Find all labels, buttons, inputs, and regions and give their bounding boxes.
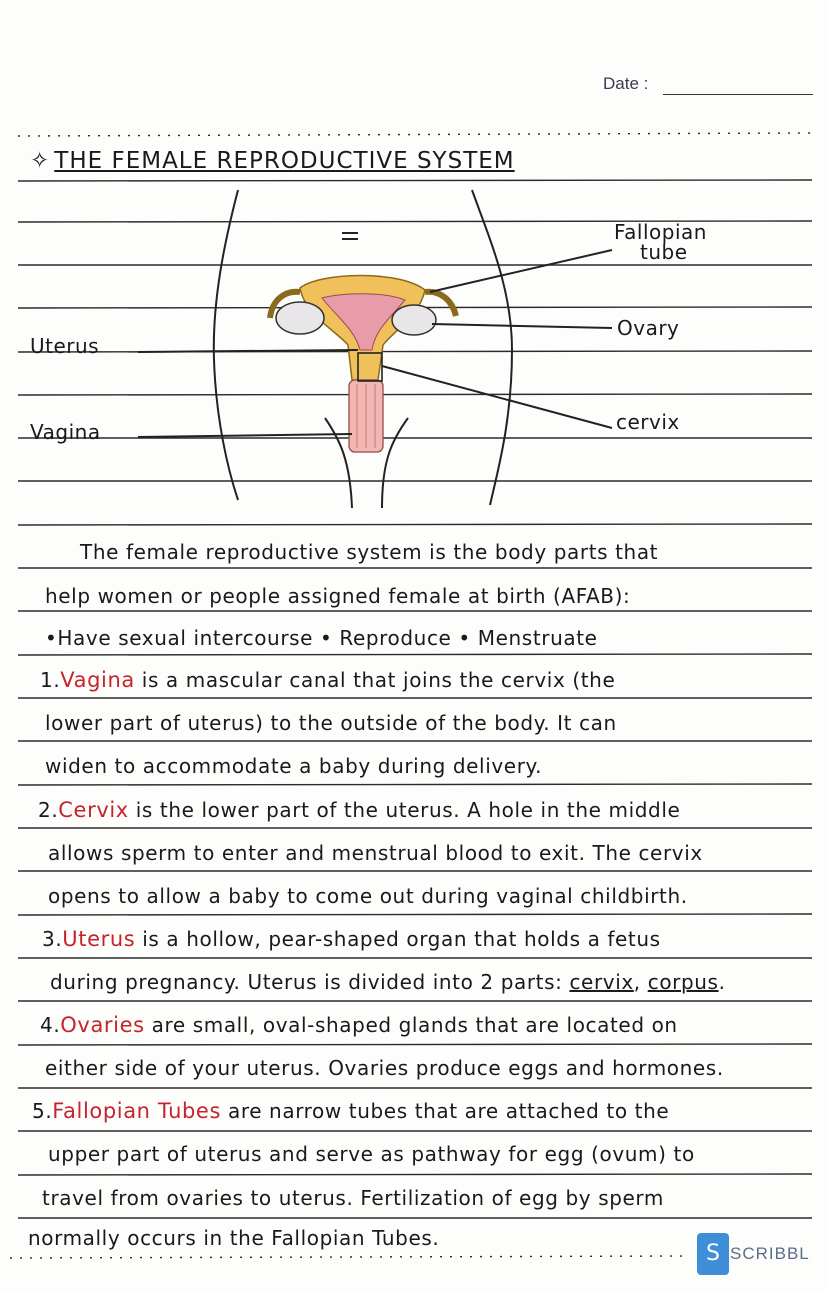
term-ovaries: Ovaries xyxy=(60,1013,145,1037)
scribble-logo-text: SCRIBBL xyxy=(730,1244,810,1263)
ovary-label: Ovary xyxy=(617,316,680,340)
part-corpus: corpus xyxy=(647,970,719,994)
item-text: are small, oval-shaped glands that are located on xyxy=(144,1013,678,1037)
item-number: 2. xyxy=(38,798,59,822)
item-number: 4. xyxy=(40,1013,61,1037)
item-text: upper part of uterus and serve as pathway for egg (ovum) to xyxy=(48,1142,695,1166)
item-text: is the lower part of the uterus. A hole in the middle xyxy=(128,798,681,822)
uterus-label: Uterus xyxy=(30,334,100,358)
term-cervix: Cervix xyxy=(58,798,129,822)
item-text-uterus-parts xyxy=(50,970,726,994)
list-item-ovaries xyxy=(40,1013,678,1037)
intro-line: help women or people assigned female at birth (AFAB): xyxy=(45,584,631,608)
intro-bullets: •Have sexual intercourse • Reproduce • Menstruate xyxy=(45,626,598,650)
item-text: are narrow tubes that are attached to the xyxy=(221,1099,670,1123)
list-item-vagina xyxy=(40,668,615,692)
date-label: Date : xyxy=(603,74,649,93)
item-text: either side of your uterus. Ovaries produce eggs and hormones. xyxy=(45,1056,724,1080)
item-number: 5. xyxy=(32,1099,53,1123)
item-number: 3. xyxy=(42,927,63,951)
period: . xyxy=(718,970,726,994)
list-item-fallopian-tubes xyxy=(32,1099,669,1123)
item-text: widen to accommodate a baby during delivery. xyxy=(45,754,543,778)
page-title-text: THE FEMALE REPRODUCTIVE SYSTEM xyxy=(54,148,515,174)
star-icon: ✧ xyxy=(30,148,51,174)
tube-label: tube xyxy=(640,240,688,264)
item-text: is a mascular canal that joins the cervix (the xyxy=(134,668,616,692)
part-cervix: cervix xyxy=(569,970,634,994)
item-text: opens to allow a baby to come out during vaginal childbirth. xyxy=(48,884,688,908)
vagina-label: Vagina xyxy=(30,420,101,444)
separator: , xyxy=(633,970,648,994)
item-text: lower part of uterus) to the outside of the body. It can xyxy=(45,711,617,735)
term-fallopian-tubes: Fallopian Tubes xyxy=(52,1099,221,1123)
cervix-label: cervix xyxy=(616,410,680,434)
item-number: 1. xyxy=(40,668,61,692)
list-item-uterus xyxy=(42,927,661,951)
item-text: normally occurs in the Fallopian Tubes. xyxy=(28,1226,440,1250)
term-uterus: Uterus xyxy=(62,927,136,951)
item-text: is a hollow, pear-shaped organ that holds a fetus xyxy=(135,927,661,951)
term-vagina: Vagina xyxy=(60,668,135,692)
item-text: during pregnancy. Uterus is divided into 2 parts: xyxy=(50,970,570,994)
fallopian-tube-label: Fallopian xyxy=(614,220,707,244)
scribble-logo-icon: S xyxy=(697,1233,729,1275)
item-text: allows sperm to enter and menstrual blood to exit. The cervix xyxy=(48,841,703,865)
reproductive-system-diagram xyxy=(0,0,828,520)
list-item-cervix xyxy=(38,798,680,822)
intro-line: The female reproductive system is the body parts that xyxy=(80,540,659,564)
item-text: travel from ovaries to uterus. Fertilization of egg by sperm xyxy=(42,1186,664,1210)
